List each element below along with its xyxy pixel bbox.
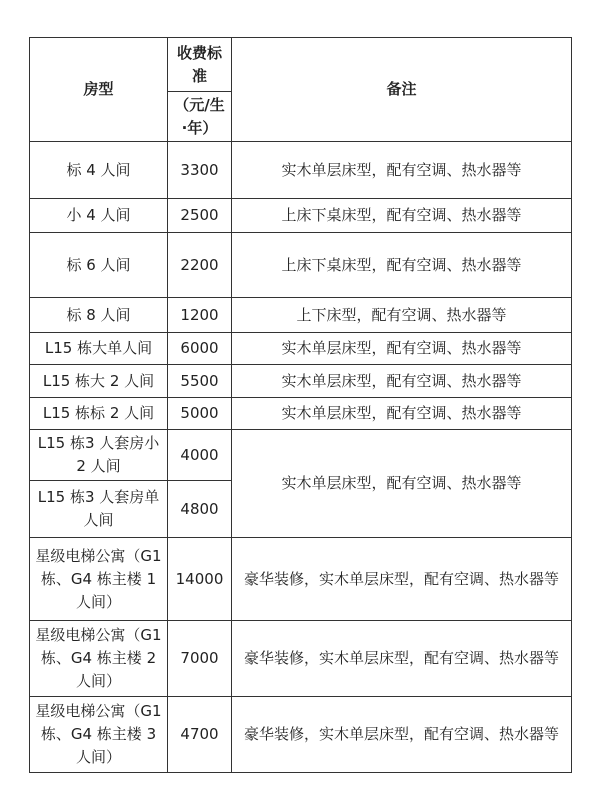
table-row [30,430,572,481]
fee-cell: 5500 [168,365,232,398]
remark-cell: 实木单层床型，配有空调、热水器等 [232,365,572,398]
fee-cell: 4700 [168,697,232,773]
fee-cell: 7000 [168,621,232,697]
table-row [30,298,572,333]
remark-cell: 实木单层床型，配有空调、热水器等 [232,398,572,430]
remark-cell: 实木单层床型，配有空调、热水器等 [232,430,572,538]
table-row [30,199,572,233]
header-fee-unit: （元/生·年） [168,92,232,142]
fee-cell: 1200 [168,298,232,333]
fee-table [29,37,572,773]
remark-cell: 豪华装修，实木单层床型，配有空调、热水器等 [232,697,572,773]
room-type-cell: 星级电梯公寓（G1 栋、G4 栋主楼 1 人间） [30,538,168,621]
remark-cell: 上下床型，配有空调、热水器等 [232,298,572,333]
fee-cell: 4000 [168,430,232,481]
fee-cell: 5000 [168,398,232,430]
table-row [30,142,572,199]
room-type-cell: 星级电梯公寓（G1 栋、G4 栋主楼 3 人间） [30,697,168,773]
fee-cell: 14000 [168,538,232,621]
fee-cell: 2500 [168,199,232,233]
table-row [30,398,572,430]
room-type-cell: L15 栋3 人套房小 2 人间 [30,430,168,481]
table-row [30,233,572,298]
room-type-cell: 星级电梯公寓（G1 栋、G4 栋主楼 2 人间） [30,621,168,697]
fee-cell: 2200 [168,233,232,298]
header-fee-standard: 收费标准 [168,38,232,92]
table-row [30,365,572,398]
fee-cell: 3300 [168,142,232,199]
room-type-cell: 标 4 人间 [30,142,168,199]
remark-cell: 上床下桌床型，配有空调、热水器等 [232,199,572,233]
table-row [30,621,572,697]
room-type-cell: 小 4 人间 [30,199,168,233]
remark-cell: 上床下桌床型，配有空调、热水器等 [232,233,572,298]
fee-cell: 4800 [168,481,232,538]
fee-cell: 6000 [168,333,232,365]
table-row [30,538,572,621]
header-remark: 备注 [232,38,572,142]
room-type-cell: 标 8 人间 [30,298,168,333]
room-type-cell: L15 栋3 人套房单人间 [30,481,168,538]
remark-cell: 豪华装修，实木单层床型，配有空调、热水器等 [232,621,572,697]
header-room-type: 房型 [30,38,168,142]
room-type-cell: L15 栋大 2 人间 [30,365,168,398]
remark-cell: 豪华装修，实木单层床型，配有空调、热水器等 [232,538,572,621]
room-type-cell: 标 6 人间 [30,233,168,298]
table-row [30,333,572,365]
room-type-cell: L15 栋标 2 人间 [30,398,168,430]
room-type-cell: L15 栋大单人间 [30,333,168,365]
remark-cell: 实木单层床型，配有空调、热水器等 [232,142,572,199]
table-row [30,697,572,773]
remark-cell: 实木单层床型，配有空调、热水器等 [232,333,572,365]
